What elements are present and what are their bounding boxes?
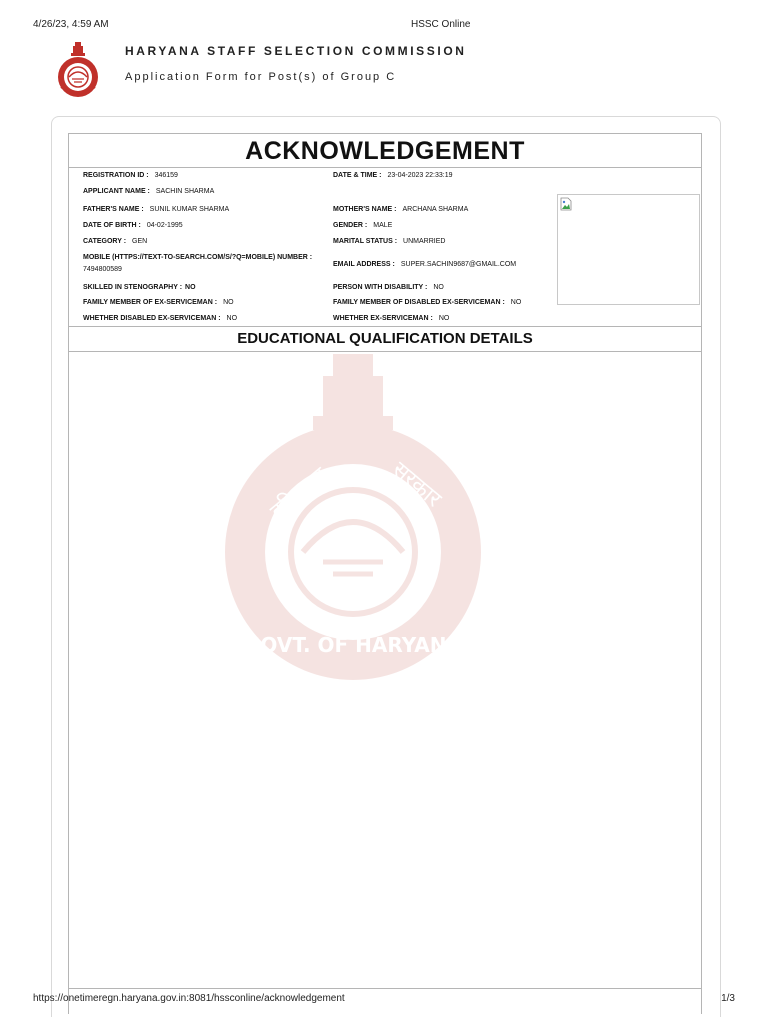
watermark-text-left: हरियाणा xyxy=(265,462,333,525)
date-time-field: DATE & TIME : 23-04-2023 22:33:19 xyxy=(333,172,453,179)
family-exservice-field: FAMILY MEMBER OF EX-SERVICEMAN : NO xyxy=(83,299,234,306)
haryana-emblem-icon xyxy=(53,41,103,99)
family-disabled-exservice-field: FAMILY MEMBER OF DISABLED EX-SERVICEMAN : NO xyxy=(333,299,522,306)
registration-id-field: REGISTRATION ID : 346159 xyxy=(83,172,178,179)
applicant-photo xyxy=(557,194,700,305)
mobile-field: MOBILE (HTTPS://TEXT-TO-SEARCH.COM/S/?Q=MOBILE) NUMBER : 7494800589 xyxy=(83,254,313,273)
form-title: Application Form for Post(s) of Group C xyxy=(125,71,397,83)
email-field: EMAIL ADDRESS : SUPER.SACHIN9687@GMAIL.COM xyxy=(333,261,517,268)
print-title: HSSC Online xyxy=(411,19,471,30)
mother-name-field: MOTHER'S NAME : ARCHANA SHARMA xyxy=(333,206,469,213)
broken-image-icon xyxy=(560,197,572,211)
exservice-field: WHETHER EX-SERVICEMAN : NO xyxy=(333,315,450,322)
frame-bottom-rule xyxy=(68,988,702,989)
divider xyxy=(69,326,701,327)
disability-field: PERSON WITH DISABILITY : NO xyxy=(333,284,444,291)
dob-field: DATE OF BIRTH : 04-02-1995 xyxy=(83,222,183,229)
haryana-emblem-watermark xyxy=(173,352,533,692)
divider xyxy=(69,167,701,168)
print-timestamp: 4/26/23, 4:59 AM xyxy=(33,19,109,30)
page-number: 1/3 xyxy=(721,993,735,1004)
gender-field: GENDER : MALE xyxy=(333,222,393,229)
category-field: CATEGORY : GEN xyxy=(83,238,148,245)
watermark-text-bottom: GOVT. OF HARYANA xyxy=(244,633,462,657)
disabled-exservice-field: WHETHER DISABLED EX-SERVICEMAN : NO xyxy=(83,315,238,322)
marital-status-field: MARITAL STATUS : UNMARRIED xyxy=(333,238,446,245)
acknowledgement-title: ACKNOWLEDGEMENT xyxy=(245,137,525,165)
stenography-field: SKILLED IN STENOGRAPHY : NO xyxy=(83,284,196,291)
applicant-name-field: APPLICANT NAME : SACHIN SHARMA xyxy=(83,188,215,195)
print-url: https://onetimeregn.haryana.gov.in:8081/hssconline/acknowledgement xyxy=(33,993,345,1004)
education-title: EDUCATIONAL QUALIFICATION DETAILS xyxy=(237,330,533,347)
org-name: HARYANA STAFF SELECTION COMMISSION xyxy=(125,44,467,58)
watermark-text-right: सरकार xyxy=(387,457,446,513)
father-name-field: FATHER'S NAME : SUNIL KUMAR SHARMA xyxy=(83,206,230,213)
